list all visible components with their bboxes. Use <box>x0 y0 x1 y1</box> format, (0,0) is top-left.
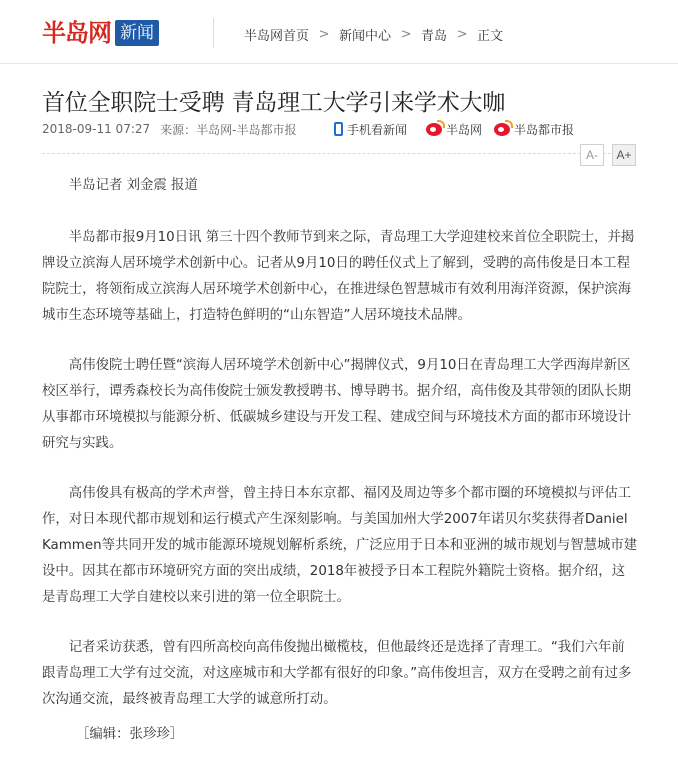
editor-credit: ［编辑：张珍珍］ <box>76 727 184 742</box>
site-header <box>0 0 678 64</box>
logo-text: 半岛网 <box>42 18 111 47</box>
article-paragraph: 高伟俊院士聘任暨“滨海人居环境学术创新中心”揭牌仪式，9月10日在青岛理工大学西海岸新区校区举行，谭秀森校长为高伟俊院士颁发教授聘书、博导聘书。据介绍，高伟俊及其带领的团队长期从事都市环境模拟与能源分析、低碳城乡建设与开发工程、建成空间与环境技术方面的都市环境设计研究与实践。 <box>42 358 632 451</box>
article-paragraph: 半岛都市报9月10日讯 第三十四个教师节到来之际，青岛理工大学迎建校来首位全职院士，并揭牌设立滨海人居环境学术创新中心。记者从9月10日的聘任仪式上了解到，受聘的高伟俊是日本工程院院士，将领衔成立滨海人居环境学术创新中心，在推进绿色智慧城市有效利用海洋资源，保护滨海城市生态环境等基础上，打造特色鲜明的“山东智造”人居环境技术品牌。 <box>42 230 635 323</box>
weibo-icon <box>494 123 510 136</box>
page-title: 首位全职院士受聘 青岛理工大学引来学术大咖 <box>42 90 506 116</box>
weibo-icon <box>426 123 442 136</box>
share-weibo-dushibao[interactable] <box>494 121 574 137</box>
font-smaller-button[interactable]: A- <box>580 144 604 166</box>
chevron-right-icon: > <box>456 26 468 42</box>
article-paragraph: 高伟俊具有极高的学术声誉，曾主持日本东京都、福冈及周边等多个都市圈的环境模拟与评估工作，对日本现代都市规划和运行模式产生深刻影响。与美国加州大学2007年诺贝尔奖获得者Daniel Kammen等共同开发的城市能源环境规划解析系统，广泛应用于日本和亚洲的城市规划与智慧城市建设中。因其在都市环境研究方面的突出成绩，2018年被授予日本工程院外籍院士资格。据介绍，这是青岛理工大学自建校以来引进的第一位全职院士。 <box>42 486 638 605</box>
article-source: 来源：半岛网-半岛都市报 <box>160 122 297 137</box>
chevron-right-icon: > <box>318 26 330 42</box>
logo-badge: 新闻 <box>115 20 159 46</box>
article-meta <box>42 121 296 137</box>
meta-divider <box>42 153 636 154</box>
share-weibo-bandao[interactable] <box>426 121 482 137</box>
mobile-news-link[interactable] <box>334 121 407 137</box>
breadcrumb <box>244 24 503 44</box>
site-logo[interactable] <box>42 18 159 48</box>
article-byline: 半岛记者 刘金震 报道 <box>68 178 198 193</box>
breadcrumb-news-center[interactable]: 新闻中心 <box>339 28 392 44</box>
mobile-news-label: 手机看新闻 <box>347 122 408 137</box>
publish-date: 2018-09-11 07:27 <box>42 122 151 136</box>
phone-icon <box>334 122 343 136</box>
header-divider <box>213 18 214 48</box>
chevron-right-icon: > <box>400 26 412 42</box>
breadcrumb-qingdao[interactable]: 青岛 <box>421 28 448 44</box>
font-larger-button[interactable]: A+ <box>612 144 636 166</box>
article-paragraph: 记者采访获悉，曾有四所高校向高伟俊抛出橄榄枝，但他最终还是选择了青理工。“我们六年前跟青岛理工大学有过交流，对这座城市和大学都有很好的印象。”高伟俊坦言，双方在受聘之前有过多次沟通交流，最终被青岛理工大学的诚意所打动。 <box>42 640 632 707</box>
breadcrumb-current: 正文 <box>477 28 504 44</box>
breadcrumb-home[interactable]: 半岛网首页 <box>244 28 310 44</box>
article-body <box>42 173 638 737</box>
share-weibo-dushibao-label: 半岛都市报 <box>514 122 575 137</box>
share-weibo-bandao-label: 半岛网 <box>446 122 483 137</box>
